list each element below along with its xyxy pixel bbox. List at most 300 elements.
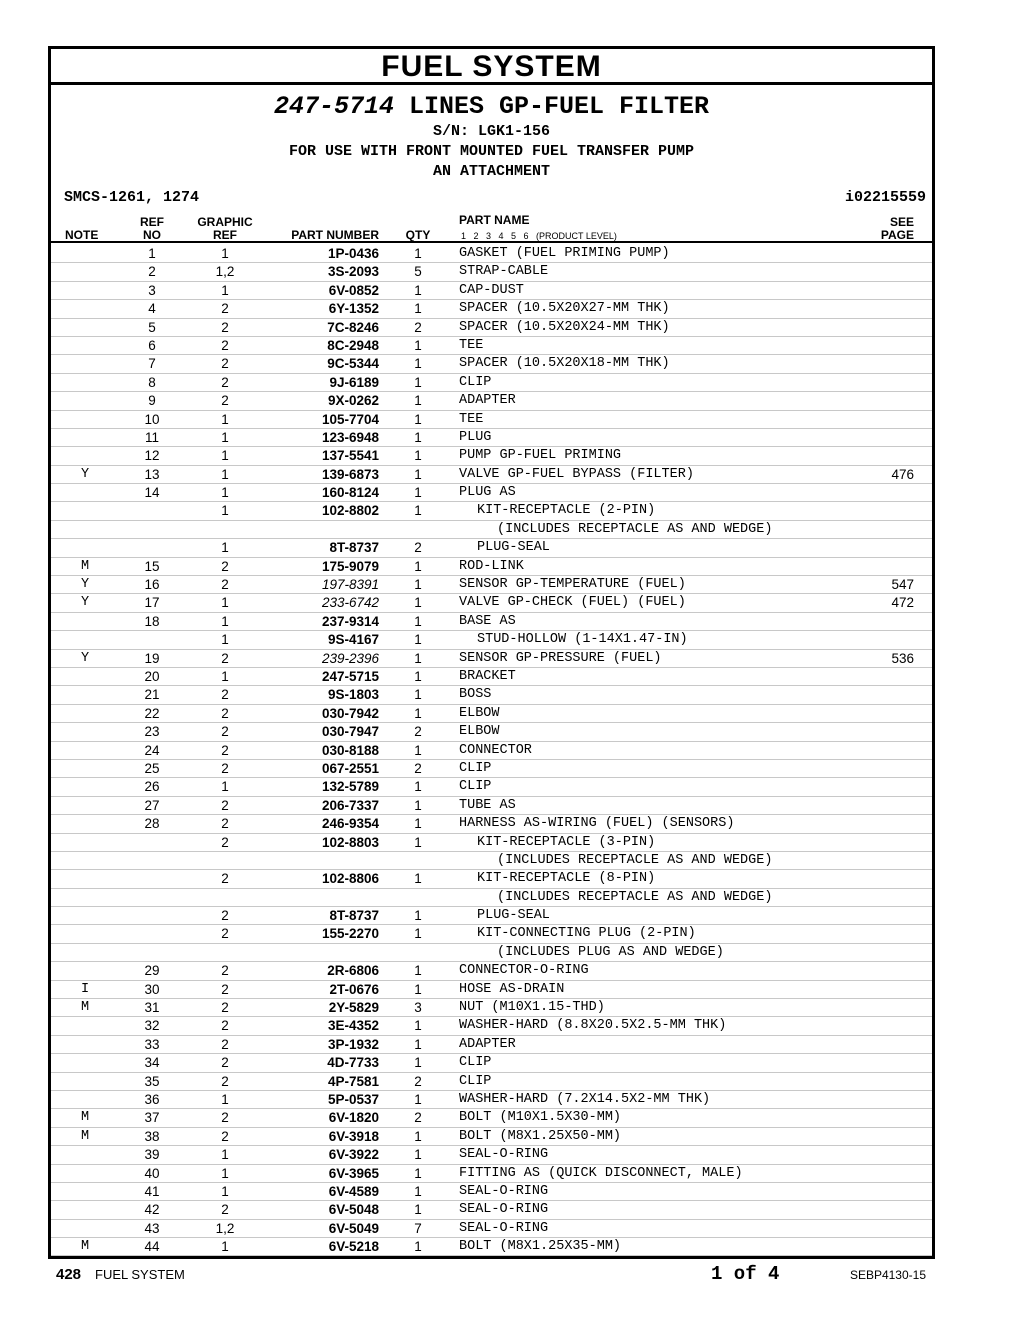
table-row [51,484,932,502]
graphic-ref-cell: 1 [221,466,229,482]
ref-no-cell: 24 [144,742,160,758]
ref-no-cell: 37 [144,1110,160,1126]
part-number-cell: 6V-0852 [328,282,379,298]
table-row [51,981,932,999]
col-graphic-bottom: REF [213,228,237,242]
part-name-cell: KIT-RECEPTACLE (8-PIN) [477,871,656,887]
part-number-cell: 1P-0436 [327,246,379,261]
graphic-ref-cell: 1 [221,448,229,464]
part-number-cell: 6V-3918 [328,1128,379,1144]
ref-no-cell: 8 [148,374,156,390]
table-row [51,319,932,337]
note-cell: M [80,1239,90,1255]
part-name-cell: WASHER-HARD (7.2X14.5X2-MM THK) [459,1091,711,1107]
graphic-ref-cell: 2 [221,963,229,979]
note-cell: M [80,1128,90,1144]
graphic-ref-cell: 2 [221,724,229,740]
parts-table [51,245,932,1256]
footer-section: FUEL SYSTEM [95,1267,185,1282]
smcs-code: SMCS-1261, 1274 [64,189,200,206]
table-row [51,245,932,263]
qty-cell: 2 [414,1073,422,1089]
part-name-cell: (INCLUDES RECEPTACLE AS AND WEDGE) [497,521,773,537]
part-number-cell: 9J-6189 [329,374,379,390]
part-number-cell: 4D-7733 [327,1055,379,1071]
part-number-cell: 7C-8246 [327,319,379,335]
qty-cell: 1 [414,246,422,261]
ref-no-cell: 6 [148,337,156,353]
qty-cell: 1 [414,687,422,703]
table-row [51,925,932,943]
part-number-cell: 2Y-5829 [328,1000,379,1016]
qty-cell: 3 [414,1000,422,1016]
graphic-ref-cell: 2 [221,319,229,335]
ref-no-cell: 28 [144,816,160,832]
group-part-number: 247-5714 [273,92,394,121]
graphic-ref-cell: 2 [221,337,229,353]
part-number-cell: 160-8124 [321,485,379,501]
col-part-number: PART NUMBER [291,228,379,242]
footer-left [56,1266,185,1283]
part-name-cell: TEE [459,411,484,427]
graphic-ref-cell: 2 [221,356,229,372]
qty-cell: 1 [414,282,422,298]
ref-no-cell: 40 [144,1165,160,1181]
qty-cell: 1 [414,374,422,390]
graphic-ref-cell: 2 [221,705,229,721]
table-row [51,502,932,520]
serial-number: S/N: LGK1-156 [432,123,551,140]
document-id: SEBP4130-15 [849,1268,926,1282]
note-cell: M [80,1000,90,1016]
part-number-cell: 030-7942 [321,705,379,721]
table-row [51,521,932,539]
qty-cell: 1 [414,797,422,813]
part-number-cell: 6V-5049 [328,1220,379,1236]
qty-cell: 1 [414,779,422,795]
table-row [51,613,932,631]
ref-no-cell: 20 [144,668,160,684]
part-number-cell: 9C-5344 [327,356,379,372]
part-number-cell: 237-9314 [321,613,379,629]
graphic-ref-cell: 1 [221,1183,229,1199]
table-row [51,466,932,484]
note-cell: M [80,558,90,574]
part-name-cell: CONNECTOR-O-RING [459,963,589,979]
part-number-cell: 3E-4352 [327,1018,379,1034]
ref-no-cell: 26 [144,779,160,795]
col-part-name: PART NAME [459,213,530,227]
table-row [51,889,932,907]
ref-no-cell: 29 [144,963,160,979]
part-name-cell: STRAP-CABLE [459,264,549,280]
part-name-cell: ADAPTER [459,393,516,409]
ref-no-cell: 38 [144,1128,160,1144]
ref-no-cell: 33 [144,1036,160,1052]
table-row [51,705,932,723]
page-number: 428 [56,1266,82,1283]
graphic-ref-cell: 1 [221,1165,229,1181]
part-number-cell: 8T-8737 [329,540,379,556]
graphic-ref-cell: 2 [221,1055,229,1071]
ref-no-cell: 44 [144,1239,160,1255]
graphic-ref-cell: 2 [221,1110,229,1126]
part-name-cell: PLUG-SEAL [477,540,550,556]
qty-cell: 2 [414,319,422,335]
part-number-cell: 197-8391 [321,577,379,593]
part-name-cell: PLUG [459,429,492,445]
table-row [51,815,932,833]
part-number-cell: 3S-2093 [327,264,379,280]
part-number-cell: 8C-2948 [327,337,379,353]
graphic-ref-cell: 2 [221,981,229,997]
graphic-ref-cell: 1,2 [215,1220,235,1236]
part-number-cell: 233-6742 [321,595,379,611]
part-name-cell: KIT-RECEPTACLE (2-PIN) [477,503,656,519]
table-row [51,374,932,392]
graphic-ref-cell: 2 [221,1073,229,1089]
table-row [51,1073,932,1091]
qty-cell: 1 [414,429,422,445]
part-name-cell: PLUG AS [459,485,516,501]
part-number-cell: 102-8803 [321,834,379,850]
graphic-ref-cell: 2 [221,374,229,390]
qty-cell: 1 [414,411,422,427]
ref-no-cell: 4 [148,301,156,317]
qty-cell: 1 [414,356,422,372]
part-name-cell: KIT-RECEPTACLE (3-PIN) [477,834,656,850]
table-row [51,944,932,962]
part-number-cell: 6V-3922 [328,1147,379,1163]
table-row [51,1201,932,1219]
part-name-cell: ADAPTER [459,1036,516,1052]
table-row [51,1146,932,1164]
part-name-cell: CLIP [459,374,492,390]
table-row [51,1109,932,1127]
qty-cell: 1 [414,1183,422,1199]
graphic-ref-cell: 2 [221,687,229,703]
qty-cell: 1 [414,926,422,942]
qty-cell: 2 [414,760,422,776]
table-row [51,447,932,465]
part-name-cell: BOLT (M8X1.25X50-MM) [459,1128,622,1144]
part-number-cell: 239-2396 [321,650,379,666]
qty-cell: 1 [414,503,422,519]
graphic-ref-cell: 2 [221,760,229,776]
ref-no-cell: 23 [144,724,160,740]
ref-no-cell: 30 [144,981,160,997]
table-row [51,778,932,796]
qty-cell: 2 [414,724,422,740]
graphic-ref-cell: 1 [221,1147,229,1163]
part-name-cell: SEAL-O-RING [459,1147,549,1163]
part-number-cell: 206-7337 [321,797,379,813]
part-name-cell: GASKET (FUEL PRIMING PUMP) [459,246,670,261]
part-name-cell: (INCLUDES RECEPTACLE AS AND WEDGE) [497,852,773,868]
graphic-ref-cell: 2 [221,926,229,942]
col-see-top: SEE [889,215,914,229]
qty-cell: 1 [414,558,422,574]
graphic-ref-cell: 1 [221,429,229,445]
table-row [51,686,932,704]
qty-cell: 1 [414,577,422,593]
part-number-cell: 246-9354 [321,816,379,832]
ref-no-cell: 2 [148,264,156,280]
part-name-cell: CONNECTOR [459,742,532,758]
part-number-cell: 5P-0537 [327,1091,379,1107]
ref-no-cell: 13 [144,466,160,482]
qty-cell: 1 [414,705,422,721]
part-number-cell: 6V-4589 [328,1183,379,1199]
part-number-cell: 6Y-1352 [328,301,379,317]
ref-no-cell: 19 [144,650,160,666]
qty-cell: 1 [414,1165,422,1181]
graphic-ref-cell: 2 [221,558,229,574]
table-row [51,870,932,888]
qty-cell: 1 [414,742,422,758]
part-name-cell: KIT-CONNECTING PLUG (2-PIN) [477,926,696,942]
table-row [51,962,932,980]
table-row [51,355,932,373]
graphic-ref-cell: 1 [221,595,229,611]
ref-no-cell: 22 [144,705,160,721]
qty-cell: 1 [414,1128,422,1144]
part-number-cell: 067-2551 [321,760,379,776]
table-row [51,1128,932,1146]
ref-no-cell: 16 [144,577,160,593]
ref-no-cell: 17 [144,595,160,611]
part-name-cell: NUT (M10X1.15-THD) [459,1000,605,1016]
graphic-ref-cell: 1 [221,540,229,556]
table-row [51,723,932,741]
col-product-levels: 1 2 3 4 5 6 (PRODUCT LEVEL) [461,231,617,241]
sheet-indicator: 1 of 4 [711,1263,780,1285]
ref-no-cell: 18 [144,613,160,629]
graphic-ref-cell: 1 [221,246,229,261]
graphic-ref-cell: 2 [221,816,229,832]
part-number-cell: 6V-5218 [328,1239,379,1255]
table-row [51,1183,932,1201]
ref-no-cell: 11 [144,429,159,445]
note-cell: Y [80,466,90,482]
table-row [51,337,932,355]
part-number-cell: 6V-5048 [328,1202,379,1218]
qty-cell: 1 [414,1091,422,1107]
col-qty: QTY [405,228,431,242]
part-name-cell: SPACER (10.5X20X27-MM THK) [459,301,670,317]
table-row [51,263,932,281]
ref-no-cell: 9 [148,393,156,409]
part-name-cell: CLIP [459,1073,492,1089]
ref-no-cell: 3 [148,282,156,298]
col-see-bottom: PAGE [880,228,914,242]
part-number-cell: 2R-6806 [327,963,379,979]
table-row [51,392,932,410]
part-name-cell: HARNESS AS-WIRING (FUEL) (SENSORS) [459,816,735,832]
qty-cell: 1 [414,448,422,464]
part-name-cell: SENSOR GP-PRESSURE (FUEL) [459,650,662,666]
part-name-cell: (INCLUDES RECEPTACLE AS AND WEDGE) [497,889,773,905]
note-cell: Y [80,595,90,611]
illustration-id: i02215559 [844,189,926,206]
part-name-cell: BASE AS [459,613,516,629]
ref-no-cell: 31 [144,1000,160,1016]
qty-cell: 1 [414,613,422,629]
graphic-ref-cell: 2 [221,797,229,813]
part-name-cell: ROD-LINK [459,558,524,574]
graphic-ref-cell: 1 [221,1239,229,1255]
table-row [51,429,932,447]
table-row [51,1238,932,1256]
graphic-ref-cell: 2 [221,1036,229,1052]
ref-no-cell: 43 [144,1220,160,1236]
table-row [51,282,932,300]
part-number-cell: 3P-1932 [327,1036,379,1052]
table-row [51,999,932,1017]
qty-cell: 1 [414,1018,422,1034]
qty-cell: 1 [414,1239,422,1255]
ref-no-cell: 36 [144,1091,160,1107]
graphic-ref-cell: 1 [221,1091,229,1107]
ref-no-cell: 42 [144,1202,160,1218]
table-row [51,1017,932,1035]
ref-no-cell: 7 [148,356,156,372]
see-page-cell: 536 [891,650,914,666]
qty-cell: 1 [414,834,422,850]
graphic-ref-cell: 2 [221,742,229,758]
part-number-cell: 137-5541 [321,448,379,464]
part-name-cell: SEAL-O-RING [459,1202,549,1218]
part-number-cell: 9X-0262 [327,393,379,409]
part-name-cell: TEE [459,337,484,353]
qty-cell: 1 [414,485,422,501]
table-row [51,760,932,778]
graphic-ref-cell: 2 [221,1018,229,1034]
graphic-ref-cell: 1 [221,632,229,648]
part-name-cell: ELBOW [459,705,500,721]
ref-no-cell: 21 [144,687,160,703]
qty-cell: 1 [414,981,422,997]
qty-cell: 2 [414,1110,422,1126]
qty-cell: 1 [414,816,422,832]
graphic-ref-cell: 1 [221,668,229,684]
part-number-cell: 132-5789 [321,779,379,795]
qty-cell: 1 [414,668,422,684]
attachment-note: AN ATTACHMENT [432,163,551,180]
graphic-ref-cell: 2 [221,1202,229,1218]
see-page-cell: 472 [891,595,914,611]
part-number-cell: 9S-1803 [327,687,379,703]
qty-cell: 1 [414,1147,422,1163]
ref-no-cell: 27 [144,797,160,813]
graphic-ref-cell: 1 [221,503,229,519]
ref-no-cell: 35 [144,1073,160,1089]
ref-no-cell: 1 [148,246,156,261]
ref-no-cell: 14 [144,485,160,501]
qty-cell: 2 [414,540,422,556]
table-row [51,742,932,760]
parts-list-frame [48,46,935,1259]
part-name-cell: SPACER (10.5X20X24-MM THK) [459,319,670,335]
part-name-cell: CLIP [459,779,492,795]
part-number-cell: 6V-1820 [328,1110,379,1126]
graphic-ref-cell: 2 [221,871,229,887]
part-number-cell: 175-9079 [321,558,379,574]
see-page-cell: 547 [891,577,914,593]
part-name-cell: BOLT (M8X1.25X35-MM) [459,1239,622,1255]
qty-cell: 1 [414,595,422,611]
table-row [51,852,932,870]
qty-cell: 1 [414,963,422,979]
part-number-cell: 030-7947 [321,724,379,740]
part-number-cell: 155-2270 [321,926,379,942]
graphic-ref-cell: 1 [221,485,229,501]
part-number-cell: 6V-3965 [328,1165,379,1181]
col-ref-bottom: NO [143,228,161,242]
part-name-cell: SEAL-O-RING [459,1220,549,1236]
part-name-cell: VALVE GP-CHECK (FUEL) (FUEL) [459,595,686,611]
part-name-cell: SENSOR GP-TEMPERATURE (FUEL) [459,577,686,593]
see-page-cell: 476 [891,466,914,482]
table-row [51,650,932,668]
ref-no-cell: 39 [144,1147,160,1163]
table-row [51,1220,932,1238]
table-row [51,576,932,594]
part-number-cell: 8T-8737 [329,908,379,924]
graphic-ref-cell: 1 [221,411,229,427]
part-name-cell: PUMP GP-FUEL PRIMING [459,448,622,464]
qty-cell: 1 [414,1055,422,1071]
graphic-ref-cell: 1 [221,282,229,298]
section-title: FUEL SYSTEM [51,49,932,85]
table-row [51,631,932,649]
graphic-ref-cell: 1,2 [215,264,235,280]
part-name-cell: PLUG-SEAL [477,908,550,924]
table-row [51,1165,932,1183]
ref-no-cell: 10 [144,411,160,427]
part-name-cell: CAP-DUST [459,282,524,298]
graphic-ref-cell: 2 [221,301,229,317]
col-note: NOTE [65,228,99,242]
qty-cell: 5 [414,264,422,280]
graphic-ref-cell: 1 [221,779,229,795]
part-number-cell: 4P-7581 [327,1073,379,1089]
qty-cell: 1 [414,908,422,924]
part-name-cell: BOSS [459,687,492,703]
graphic-ref-cell: 2 [221,577,229,593]
part-name-cell: SEAL-O-RING [459,1183,549,1199]
ref-no-cell: 12 [144,448,160,464]
col-graphic-top: GRAPHIC [197,215,253,229]
qty-cell: 1 [414,871,422,887]
part-name-cell: TUBE AS [459,797,516,813]
qty-cell: 7 [414,1220,422,1236]
graphic-ref-cell: 2 [221,834,229,850]
graphic-ref-cell: 1 [221,613,229,629]
note-cell: I [80,981,90,997]
note-cell: Y [80,650,90,666]
qty-cell: 1 [414,301,422,317]
part-name-cell: STUD-HOLLOW (1-14X1.47-IN) [477,632,688,648]
table-row [51,558,932,576]
part-name-cell: CLIP [459,760,492,776]
table-row [51,668,932,686]
ref-no-cell: 25 [144,760,160,776]
part-name-cell: VALVE GP-FUEL BYPASS (FILTER) [459,466,694,482]
ref-no-cell: 5 [148,319,156,335]
part-name-cell: HOSE AS-DRAIN [459,981,565,997]
part-number-cell: 105-7704 [321,411,379,427]
